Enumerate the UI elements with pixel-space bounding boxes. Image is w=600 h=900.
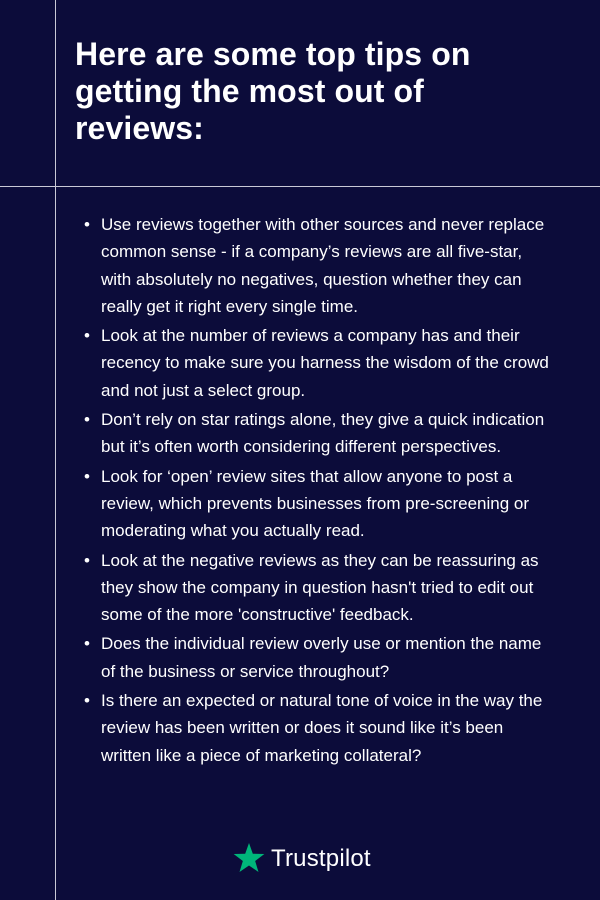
tip-text: Does the individual review overly use or mention the name of the business or service throughout? [101, 634, 542, 681]
tip-item [84, 406, 554, 461]
bullet-icon: • [84, 410, 90, 430]
tip-item [84, 322, 554, 404]
page-title: Here are some top tips on getting the most out of reviews: [75, 36, 471, 146]
tip-text: Is there an expected or natural tone of voice in the way the review has been written or does it sound like it’s been written like a piece of marketing collateral? [101, 691, 543, 765]
brand-name: Trustpilot [271, 845, 371, 872]
bullet-icon: • [84, 691, 90, 711]
vertical-divider [55, 0, 56, 900]
tip-item [84, 463, 554, 545]
tip-text: Use reviews together with other sources and never replace common sense - if a company’s reviews are all five-star, with absolutely no negatives, question whether they can really get it right every single time. [101, 215, 545, 316]
tip-text: Don’t rely on star ratings alone, they give a quick indication but it’s often worth considering different perspectives. [101, 410, 545, 457]
tip-item [84, 547, 554, 629]
horizontal-divider [0, 186, 600, 187]
tip-item [84, 211, 554, 320]
trustpilot-logo [232, 841, 371, 877]
tip-item [84, 687, 554, 769]
tip-text: Look at the number of reviews a company has and their recency to make sure you harness the wisdom of the crowd and not just a select group. [101, 326, 549, 400]
bullet-icon: • [84, 634, 90, 654]
tip-text: Look at the negative reviews as they can be reassuring as they show the company in question hasn't tried to edit out some of the more 'constructive' feedback. [101, 550, 539, 625]
bullet-icon: • [84, 215, 90, 234]
bullet-icon: • [84, 466, 90, 486]
tips-list [84, 211, 554, 771]
star-icon [232, 842, 266, 876]
bullet-icon: • [84, 550, 90, 570]
tip-text: Look for ‘open’ review sites that allow anyone to post a review, which prevents businesses from pre-screening or moderating what you actually read. [101, 466, 530, 541]
tip-item [84, 630, 554, 685]
bullet-icon: • [84, 326, 90, 346]
